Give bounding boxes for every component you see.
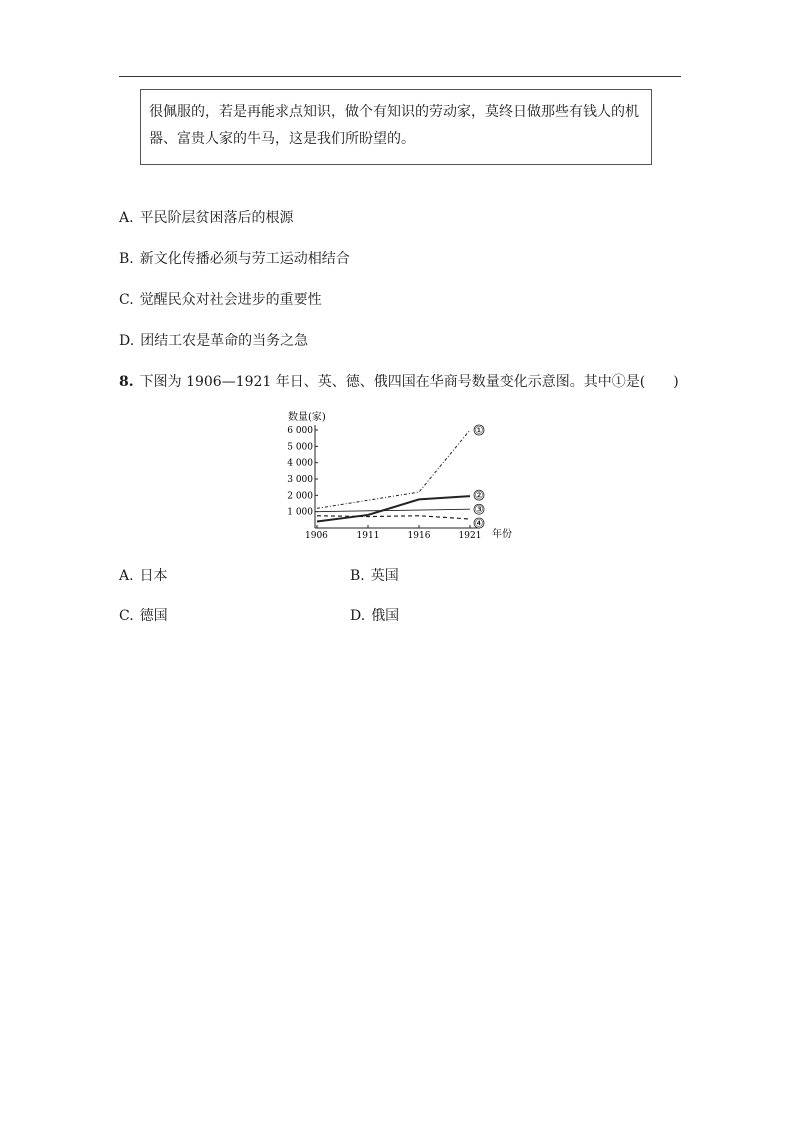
y-tick-label: 5 000: [287, 442, 313, 453]
series-line-3: [317, 509, 470, 511]
y-tick-label: 1 000: [287, 507, 313, 518]
option-text: 日本: [139, 568, 168, 584]
x-tick-label: 1916: [407, 531, 431, 541]
option-7d[interactable]: [119, 330, 308, 350]
x-tick-label: 1921: [458, 531, 482, 541]
option-7c[interactable]: [119, 289, 322, 309]
line-chart: [280, 405, 520, 545]
option-7b[interactable]: [119, 248, 350, 268]
question-number: 8.: [119, 374, 134, 390]
series-label: ①: [474, 425, 484, 437]
y-tick-label: 3 000: [287, 475, 313, 485]
option-text: 新文化传播必须与劳工运动相结合: [139, 251, 350, 267]
quote-box: [140, 89, 652, 165]
quote-line-2: 器、富贵人家的牛马，这是我们所盼望的。: [149, 131, 415, 147]
option-text: 俄国: [371, 608, 400, 624]
option-letter: C.: [119, 292, 134, 308]
series-label: ③: [474, 504, 484, 516]
question-text: 下图为 1906—1921 年日、英、德、俄四国在华商号数量变化示意图。其中①是( ): [139, 374, 679, 390]
option-text: 平民阶层贫困落后的根源: [139, 210, 294, 226]
series-line-2: [317, 496, 470, 521]
y-tick-label: 2 000: [287, 491, 313, 502]
series-label: ④: [474, 518, 484, 530]
y-tick-label: 6 000: [287, 426, 313, 436]
option-letter: C.: [119, 608, 134, 624]
option-letter: B.: [350, 568, 365, 584]
header-rule: [119, 76, 681, 77]
option-text: 觉醒民众对社会进步的重要性: [139, 292, 322, 308]
option-text: 德国: [139, 608, 168, 624]
x-tick-label: 1911: [356, 531, 380, 541]
option-letter: A.: [119, 210, 134, 226]
chart-xlabel: 年份: [492, 529, 512, 540]
x-tick-label: 1906: [305, 531, 328, 541]
option-8b[interactable]: [350, 565, 399, 585]
chart-ylabel: 数量(家): [288, 412, 326, 423]
option-8a[interactable]: [119, 565, 168, 585]
option-text: 团结工农是革命的当务之急: [140, 333, 309, 349]
option-letter: D.: [119, 333, 135, 349]
quote-line-1: 很佩服的，若是再能求点知识，做个有知识的劳动家，莫终日做那些有钱人的机: [149, 104, 639, 120]
option-letter: A.: [119, 568, 134, 584]
option-7a[interactable]: [119, 207, 294, 227]
y-tick-label: 4 000: [287, 458, 313, 469]
question-8-stem: [119, 371, 679, 391]
series-label: ②: [474, 490, 484, 502]
option-text: 英国: [370, 568, 399, 584]
option-8c[interactable]: [119, 605, 168, 625]
option-8d[interactable]: [350, 605, 399, 625]
option-letter: D.: [350, 608, 366, 624]
option-letter: B.: [119, 251, 134, 267]
